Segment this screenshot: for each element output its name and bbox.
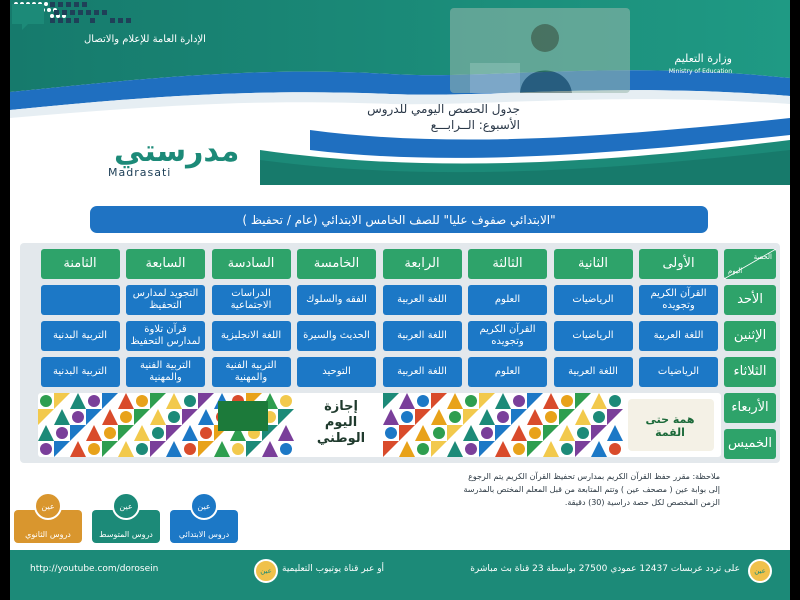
madrasati-logo-en: Madrasati (108, 166, 172, 179)
day-label: الأحد (724, 285, 776, 315)
pattern-shape (150, 393, 166, 409)
day-label: الثلاثاء (724, 357, 776, 387)
pattern-shape (166, 441, 182, 457)
pattern-shape (166, 393, 182, 409)
ministry-name-en: Ministry of Education (668, 68, 732, 75)
pattern-shape (401, 411, 413, 423)
subject-cell: التربية البدنية (41, 357, 120, 387)
pattern-shape (415, 425, 431, 441)
pattern-shape (118, 441, 134, 457)
subject-cell: اللغة العربية (639, 321, 718, 351)
pattern-shape (102, 441, 118, 457)
pattern-shape (40, 443, 52, 455)
note-line-3: الزمن المخصص لكل حصة دراسية (30) دقيقة. (564, 498, 720, 507)
subject-cell: الرياضيات (554, 285, 633, 315)
pattern-shape (561, 443, 573, 455)
pattern-shape (559, 409, 575, 425)
pattern-shape (54, 393, 70, 409)
pattern-shape (417, 395, 429, 407)
week-label: الأسبوع: الــرابـــع (430, 118, 520, 132)
pattern-shape (280, 443, 292, 455)
pattern-shape (86, 409, 102, 425)
subject-cell: الرياضيات (639, 357, 718, 387)
subject-cell: الفقه والسلوك (297, 285, 376, 315)
subject-cell: الرياضيات (554, 321, 633, 351)
pattern-shape (545, 411, 557, 423)
pattern-shape (463, 409, 479, 425)
ein-satellite-icon: عين (748, 559, 772, 583)
national-day-holiday-strip (38, 393, 721, 457)
footer (10, 550, 790, 600)
pattern-shape (136, 443, 148, 455)
pattern-shape (150, 409, 166, 425)
pattern-shape (609, 395, 621, 407)
subject-cell: اللغة العربية (383, 321, 462, 351)
pattern-shape (607, 409, 623, 425)
pattern-shape (465, 443, 477, 455)
subject-cell: اللغة العربية (554, 357, 633, 387)
subject-cell: التربية الفنية والمهنية (212, 357, 291, 387)
day-label: الإثنين (724, 321, 776, 351)
subject-cell: الحديث والسيرة (297, 321, 376, 351)
pattern-shape (40, 395, 52, 407)
holiday-label: إجازة اليوم الوطني (316, 399, 366, 446)
day-label: الأربعاء (724, 393, 776, 423)
primary-ein-badge-icon: عين (190, 492, 218, 520)
pattern-shape (383, 441, 399, 457)
pattern-shape (447, 425, 463, 441)
corner-day-label: اليوم (728, 267, 743, 275)
note-line-2: إلى بوابة عين ( مصحف عين ) وتتم المتابعة من قبل المعلم المختص بالمدرسة (463, 485, 720, 494)
pattern-shape (88, 443, 100, 455)
pattern-shape (262, 441, 278, 457)
pattern-shape (609, 443, 621, 455)
subject-cell: اللغة الانجليزية (212, 321, 291, 351)
pattern-shape (54, 441, 70, 457)
pattern-shape (38, 425, 54, 441)
pattern-shape (415, 409, 431, 425)
subject-cell: التجويد لمدارس التحفيظ (126, 285, 205, 315)
period-header: الثامنة (41, 249, 120, 279)
pattern-shape (104, 427, 116, 439)
subject-cell: الدراسات الاجتماعية (212, 285, 291, 315)
pattern-shape (431, 393, 447, 409)
secondary-ein-badge-icon: عين (34, 492, 62, 520)
period-header: السابعة (126, 249, 205, 279)
pattern-shape (120, 411, 132, 423)
flag-icon (218, 401, 268, 431)
pattern-shape (417, 443, 429, 455)
day-label: الخميس (724, 429, 776, 459)
subject-cell: القرآن الكريم وتجويده (468, 321, 547, 351)
pattern-shape (70, 393, 86, 409)
pattern-shape (280, 395, 292, 407)
pattern-shape (214, 441, 230, 457)
pattern-shape (70, 441, 86, 457)
subject-cell: قرآن تلاوة لمدارس التحفيظ (126, 321, 205, 351)
youtube-channel-label: أو عبر قناة يوتيوب التعليمية (282, 564, 385, 574)
pattern-shape (479, 393, 495, 409)
pattern-shape (527, 393, 543, 409)
pattern-shape (463, 425, 479, 441)
pattern-shape (529, 427, 541, 439)
pattern-shape (102, 409, 118, 425)
pattern-shape (511, 425, 527, 441)
pattern-shape (102, 393, 118, 409)
pattern-shape (479, 441, 495, 457)
period-header: الخامسة (297, 249, 376, 279)
subject-cell (41, 285, 120, 315)
pattern-shape (577, 427, 589, 439)
pattern-shape (70, 425, 86, 441)
pattern-shape (118, 393, 134, 409)
pattern-shape (198, 441, 214, 457)
pattern-shape (449, 411, 461, 423)
pattern-shape (495, 393, 511, 409)
period-header: الرابعة (383, 249, 462, 279)
madrasati-logo-icon (10, 0, 150, 36)
pattern-shape (561, 395, 573, 407)
pattern-shape (431, 409, 447, 425)
pattern-shape (184, 443, 196, 455)
primary-lessons-button[interactable]: دروس الابتدائي (170, 510, 238, 543)
schedule-table (20, 243, 780, 463)
holiday-pattern (38, 393, 721, 457)
pattern-shape (88, 395, 100, 407)
pattern-shape (383, 393, 399, 409)
pattern-shape (278, 409, 294, 425)
pattern-shape (232, 443, 244, 455)
pattern-shape (431, 441, 447, 457)
pattern-shape (607, 425, 623, 441)
ein-youtube-icon: عين (254, 559, 278, 583)
pattern-shape (198, 393, 214, 409)
schedule-page (10, 0, 790, 600)
pattern-shape (543, 441, 559, 457)
pattern-shape (495, 425, 511, 441)
pattern-shape (591, 441, 607, 457)
pattern-shape (86, 425, 102, 441)
pattern-shape (575, 441, 591, 457)
pattern-shape (575, 393, 591, 409)
pattern-shape (575, 409, 591, 425)
teacher-photo (450, 8, 630, 93)
pattern-shape (383, 409, 399, 425)
subject-cell: اللغة العربية (383, 285, 462, 315)
pattern-shape (481, 427, 493, 439)
pattern-shape (200, 427, 212, 439)
pattern-shape (54, 409, 70, 425)
pattern-shape (184, 395, 196, 407)
pattern-shape (447, 393, 463, 409)
pattern-shape (513, 443, 525, 455)
pattern-shape (527, 441, 543, 457)
madrasati-logo-ar: مدرستي (114, 134, 240, 169)
header (10, 0, 790, 185)
pattern-shape (152, 427, 164, 439)
pattern-shape (399, 393, 415, 409)
pattern-shape (118, 425, 134, 441)
pattern-shape (134, 409, 150, 425)
table-corner-cell (724, 249, 776, 279)
subject-cell: التوحيد (297, 357, 376, 387)
pattern-shape (447, 441, 463, 457)
pattern-shape (56, 427, 68, 439)
pattern-shape (72, 411, 84, 423)
note-line-1: ملاحظة: مقرر حفظ القرآن الكريم بمدارس تحفيظ القرآن الكريم يتم الرجوع (468, 472, 720, 481)
pattern-shape (591, 425, 607, 441)
subject-cell: العلوم (468, 357, 547, 387)
schedule-title-block (367, 101, 520, 133)
pattern-shape (182, 425, 198, 441)
pattern-shape (136, 395, 148, 407)
pattern-shape (527, 409, 543, 425)
satellite-frequency-text: على تردد عربسات 12437 عمودي 27500 بواسطة 23 قناة بث مباشرة (470, 564, 740, 574)
pattern-shape (150, 441, 166, 457)
pattern-shape (497, 411, 509, 423)
holiday-slogan: همة حتى القمة (645, 413, 695, 439)
period-header: الثالثة (468, 249, 547, 279)
intermediate-ein-badge-icon: عين (112, 492, 140, 520)
pattern-shape (385, 427, 397, 439)
media-admin-label: الإدارة العامة للإعلام والاتصال (84, 34, 206, 45)
pattern-shape (479, 409, 495, 425)
youtube-url-link[interactable]: http://youtube.com/dorosein (30, 564, 159, 574)
period-header: الأولى (639, 249, 718, 279)
pattern-shape (134, 425, 150, 441)
schedule-title: جدول الحصص اليومي للدروس (367, 102, 520, 116)
pattern-shape (198, 409, 214, 425)
pattern-shape (433, 427, 445, 439)
pattern-shape (38, 409, 54, 425)
subject-cell: التربية الفنية والمهنية (126, 357, 205, 387)
secondary-lessons-button[interactable]: دروس الثانوي (14, 510, 82, 543)
pattern-shape (591, 393, 607, 409)
corner-period-label: الحصة (753, 253, 772, 261)
intermediate-lessons-button[interactable]: دروس المتوسط (92, 510, 160, 543)
grade-banner: "الابتدائي صفوف عليا" للصف الخامس الابتدائي (عام / تحفيظ ) (90, 206, 708, 233)
pattern-shape (543, 393, 559, 409)
pattern-shape (399, 425, 415, 441)
pattern-shape (543, 425, 559, 441)
pattern-shape (559, 425, 575, 441)
pattern-shape (399, 441, 415, 457)
subject-cell: القرآن الكريم وتجويده (639, 285, 718, 315)
pattern-shape (465, 395, 477, 407)
pattern-shape (278, 425, 294, 441)
pattern-shape (182, 409, 198, 425)
subject-cell: العلوم (468, 285, 547, 315)
subject-cell: التربية البدنية (41, 321, 120, 351)
pattern-shape (511, 409, 527, 425)
period-header: الثانية (554, 249, 633, 279)
pattern-shape (593, 411, 605, 423)
pattern-shape (495, 441, 511, 457)
pattern-shape (168, 411, 180, 423)
notes (260, 470, 720, 509)
subject-cell: اللغة العربية (383, 357, 462, 387)
pattern-shape (246, 441, 262, 457)
period-header: السادسة (212, 249, 291, 279)
pattern-shape (166, 425, 182, 441)
pattern-shape (513, 395, 525, 407)
ministry-name-ar: وزارة التعليم (674, 52, 732, 65)
